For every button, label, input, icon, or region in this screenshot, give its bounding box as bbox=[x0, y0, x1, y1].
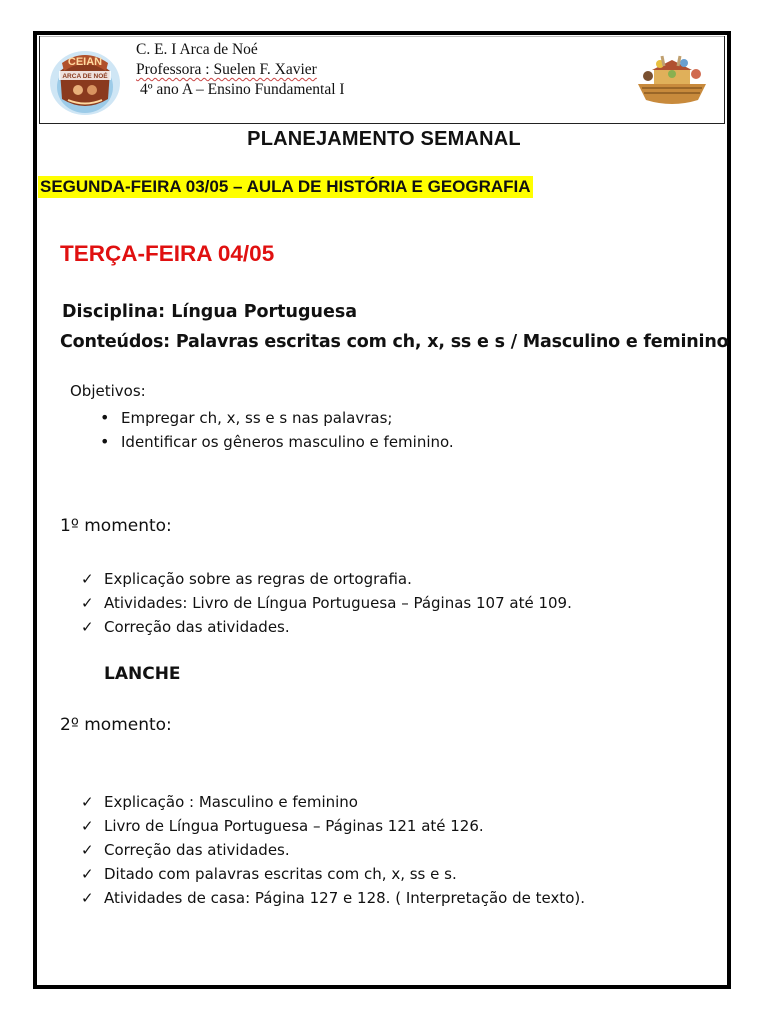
checkmark-icon: ✓ bbox=[81, 618, 94, 636]
svg-text:ARCA DE NOÉ: ARCA DE NOÉ bbox=[62, 73, 108, 80]
objective-text: Empregar ch, x, ss e s nas palavras; bbox=[121, 409, 393, 427]
step-text: Explicação sobre as regras de ortografia. bbox=[104, 570, 412, 588]
step-text: Ditado com palavras escritas com ch, x, ss e s. bbox=[104, 865, 457, 883]
list-item bbox=[0, 406, 454, 430]
list-item bbox=[0, 814, 585, 838]
checkmark-icon: ✓ bbox=[81, 841, 94, 859]
checkmark-icon: ✓ bbox=[81, 817, 94, 835]
list-item bbox=[0, 838, 585, 862]
svg-text:CEIAN: CEIAN bbox=[67, 56, 103, 68]
list-item bbox=[0, 567, 572, 591]
moment-1-list bbox=[0, 567, 572, 639]
objective-text: Identificar os gêneros masculino e feminino. bbox=[121, 433, 454, 451]
list-item bbox=[0, 615, 572, 639]
list-item bbox=[0, 862, 585, 886]
checkmark-icon: ✓ bbox=[81, 865, 94, 883]
moment-2-list bbox=[0, 790, 585, 910]
list-item bbox=[0, 790, 585, 814]
objectives-list bbox=[0, 406, 454, 454]
class-info: 4º ano A – Ensino Fundamental I bbox=[140, 81, 345, 98]
moment-1-label: 1º momento: bbox=[60, 516, 172, 536]
checkmark-icon: ✓ bbox=[81, 793, 94, 811]
list-item bbox=[0, 430, 454, 454]
list-item bbox=[0, 591, 572, 615]
step-text: Livro de Língua Portuguesa – Páginas 121 até 126. bbox=[104, 817, 484, 835]
step-text: Atividades: Livro de Língua Portuguesa – Páginas 107 até 109. bbox=[104, 594, 572, 612]
noah-ark-illustration bbox=[634, 50, 710, 110]
checkmark-icon: ✓ bbox=[81, 889, 94, 907]
checkmark-icon: ✓ bbox=[81, 594, 94, 612]
page-title: PLANEJAMENTO SEMANAL bbox=[247, 128, 521, 150]
snack-label: LANCHE bbox=[104, 664, 181, 684]
header-info bbox=[136, 40, 345, 100]
checkmark-icon: ✓ bbox=[81, 570, 94, 588]
step-text: Atividades de casa: Página 127 e 128. ( Interpretação de texto). bbox=[104, 889, 585, 907]
moment-2-label: 2º momento: bbox=[60, 715, 172, 735]
list-item bbox=[0, 886, 585, 910]
step-text: Correção das atividades. bbox=[104, 618, 290, 636]
school-logo bbox=[48, 45, 122, 117]
contents-line: Conteúdos: Palavras escritas com ch, x, ss e s / Masculino e feminino bbox=[60, 332, 729, 352]
monday-highlight: SEGUNDA-FEIRA 03/05 – AULA DE HISTÓRIA E GEOGRAFIA bbox=[40, 177, 531, 196]
step-text: Explicação : Masculino e feminino bbox=[104, 793, 358, 811]
document-header bbox=[39, 36, 725, 124]
teacher-name: Professora : Suelen F. Xavier bbox=[136, 61, 317, 78]
discipline-line: Disciplina: Língua Portuguesa bbox=[62, 302, 358, 322]
school-name: C. E. I Arca de Noé bbox=[136, 41, 258, 58]
objectives-label: Objetivos: bbox=[70, 382, 146, 400]
step-text: Correção das atividades. bbox=[104, 841, 290, 859]
tuesday-heading: TERÇA-FEIRA 04/05 bbox=[60, 241, 275, 266]
